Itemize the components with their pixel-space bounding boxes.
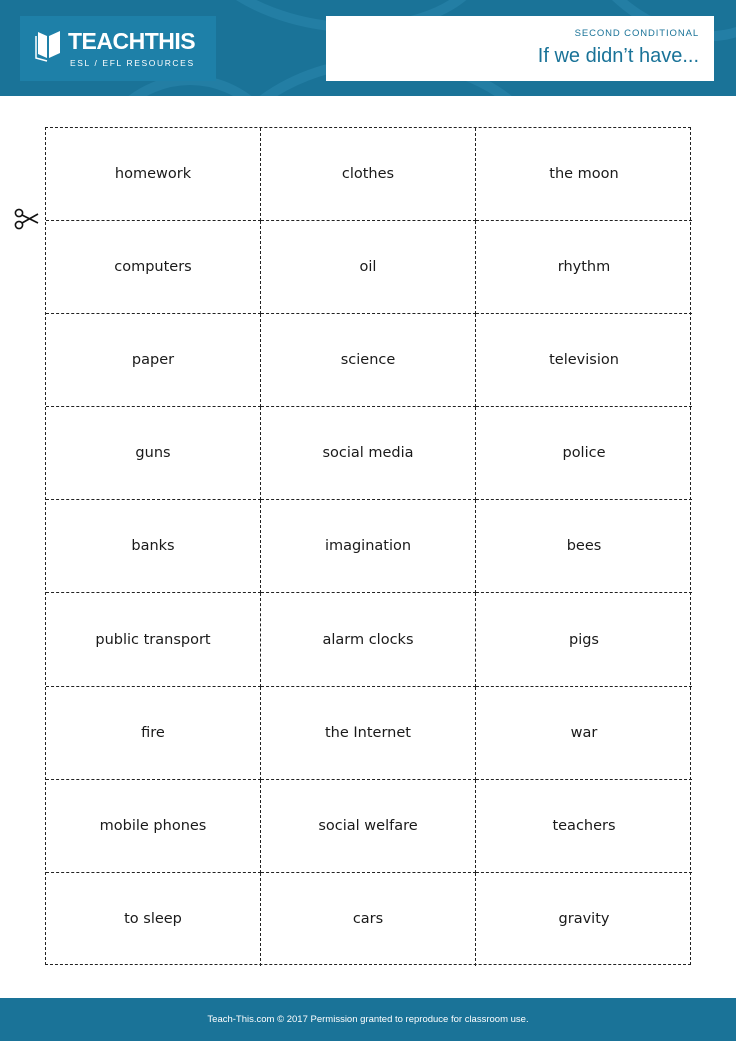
word-card: computers xyxy=(46,221,261,314)
teachthis-logo[interactable] xyxy=(20,16,216,81)
word-card: the Internet xyxy=(261,687,476,780)
word-card: social media xyxy=(261,407,476,500)
word-card: public transport xyxy=(46,593,261,686)
open-book-icon xyxy=(34,28,64,62)
word-card-grid xyxy=(45,127,691,965)
word-card: television xyxy=(476,314,692,407)
word-card: police xyxy=(476,407,692,500)
word-card: fire xyxy=(46,687,261,780)
title-panel xyxy=(326,16,714,81)
scissors-icon xyxy=(14,208,40,230)
word-card: banks xyxy=(46,500,261,593)
logo-name: TEACHTHIS xyxy=(68,28,196,54)
logo-tagline: ESL / EFL RESOURCES xyxy=(70,58,195,68)
word-card: pigs xyxy=(476,593,692,686)
page-header xyxy=(0,0,736,96)
word-card: rhythm xyxy=(476,221,692,314)
page-footer: Teach-This.com © 2017 Permission granted to reproduce for classroom use. xyxy=(0,998,736,1041)
word-card: bees xyxy=(476,500,692,593)
word-card: the moon xyxy=(476,128,692,221)
word-card: imagination xyxy=(261,500,476,593)
word-card: mobile phones xyxy=(46,780,261,873)
word-card: to sleep xyxy=(46,873,261,966)
word-card: social welfare xyxy=(261,780,476,873)
word-card: alarm clocks xyxy=(261,593,476,686)
word-card: clothes xyxy=(261,128,476,221)
word-card: paper xyxy=(46,314,261,407)
worksheet-topic: SECOND CONDITIONAL xyxy=(574,28,699,39)
word-card: guns xyxy=(46,407,261,500)
word-card: gravity xyxy=(558,911,610,928)
worksheet-title: If we didn’t have... xyxy=(537,45,699,67)
word-card: cars xyxy=(261,873,476,966)
word-card: teachers xyxy=(476,780,692,873)
word-card: war xyxy=(476,687,692,780)
word-card: oil xyxy=(261,221,476,314)
word-card: science xyxy=(261,314,476,407)
word-card: homework xyxy=(46,128,261,221)
